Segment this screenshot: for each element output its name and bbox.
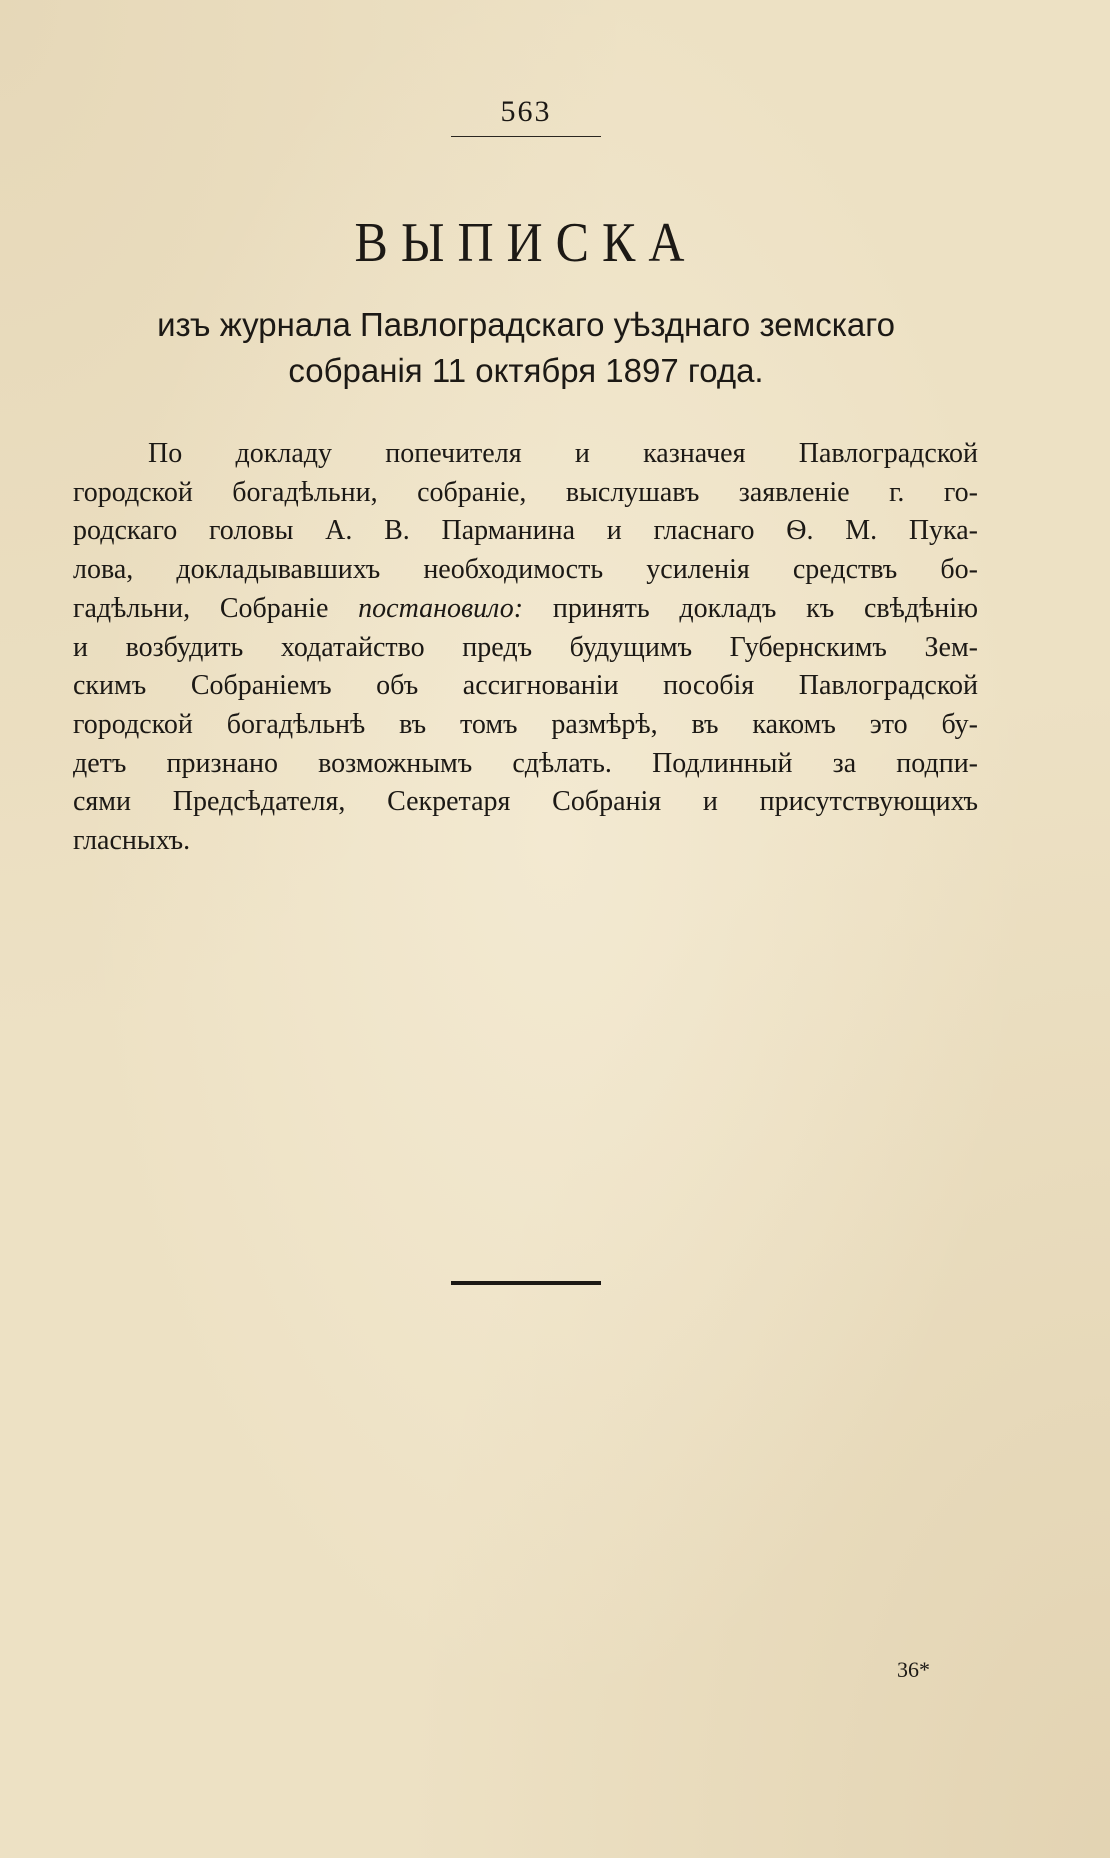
document-subtitle: [60, 302, 992, 394]
closing-rule: [451, 1281, 601, 1285]
body-line: городской богадѣльни, собраніе, выслушавъ заявленіе г. го-: [73, 476, 978, 508]
body-line: родскаго головы А. В. Парманина и гласнаго Ѳ. М. Пука-: [73, 515, 978, 547]
body-line: сями Предсѣдателя, Секретаря Собранія и присутствующихъ: [73, 786, 978, 818]
body-line: По докладу попечителя и казначея Павлоградской: [148, 438, 978, 469]
page-number: 563: [500, 95, 552, 128]
body-line: городской богадѣльнѣ въ томъ размѣрѣ, въ какомъ это бу-: [73, 708, 978, 740]
body-paragraph: [73, 435, 978, 861]
signature-mark: 36*: [897, 1657, 930, 1682]
body-line: лова, докладывавшихъ необходимость усиленія средствъ бо-: [73, 554, 978, 586]
emphasized-word: постановило:: [358, 592, 524, 624]
body-line: гласныхъ.: [73, 825, 191, 857]
body-line: и возбудить ходатайство предъ будущимъ Губернскимъ Зем-: [73, 631, 978, 663]
body-segment: гадѣльни, Собраніе: [73, 592, 329, 624]
body-line: скимъ Собраніемъ объ ассигнованіи пособія Павлоградской: [73, 670, 978, 702]
body-segment: принять докладъ къ свѣдѣнію: [552, 592, 978, 624]
subtitle-line-2: собранія 11 октября 1897 года.: [288, 352, 764, 389]
document-title: ВЫПИСКА: [354, 210, 698, 274]
body-line: детъ признано возможнымъ сдѣлать. Подлинный за подпи-: [73, 747, 978, 779]
subtitle-line-1: изъ журнала Павлоградскаго уѣзднаго земскаго: [157, 306, 895, 343]
header-rule: [451, 136, 601, 137]
body-line: [73, 590, 978, 629]
